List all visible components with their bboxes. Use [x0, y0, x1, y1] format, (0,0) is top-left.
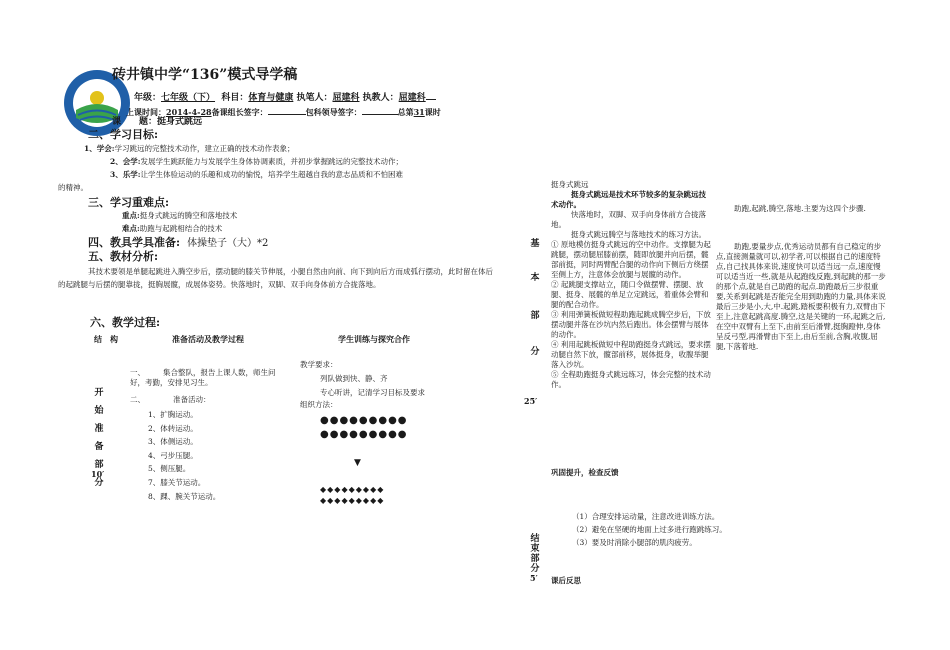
tools-line: 四、教具学具准备: 体操垫子（大）*2: [88, 236, 269, 249]
list-item: 3、体侧运动。: [148, 437, 198, 447]
col-prep: 准备活动及教学过程: [172, 334, 244, 344]
student-row-3: ◆◆◆◆◆◆◆◆◆: [320, 485, 385, 494]
basic-section-label: 基 本 部 分: [530, 239, 540, 357]
list-item: 5、侧压腿。: [148, 464, 191, 474]
item-1: 一、 集合整队，报告上课人数，师生问好，考勤，安排见习生。: [130, 368, 276, 387]
consolidate-heading: 巩固提升，检查反馈: [551, 468, 619, 477]
goal-3: 3、乐学:让学生体验运动的乐趣和成功的愉悦，培养学生超越自我的意志品质和不怕困难: [110, 170, 403, 179]
process-heading: 六、教学过程:: [90, 316, 161, 329]
end-section-label: 结 束 部 分: [530, 534, 540, 574]
student-row-2: ●●●●●●●●●: [320, 429, 408, 440]
list-item: （3）要及时消除小腿部的肌肉疲劳。: [572, 538, 697, 547]
side-note-2: 助跑,要量步点,优秀运动员都有自己稳定的步点,直接测量就可以,初学者,可以根据自己的速度特点,自己找具体来说,速度快可以适当远一点,速度慢可以适当近一些,就是从起跑线反跑,到起跳的那一步的那个点,就是自己助跑的起点.助跑最后三步很重要,关系到起跳是否能完全用到助跑的力量,具体来说最后三步是小,大,中.起跳,踏板要积极有力,双臂由下至上,注意起跳高度.腾空,这是关键的一环,起跳之后,在空中双臂有上至下,由前至后滑臂,挺胸蹬伸,身体呈反弓型,再滑臂由下至上,由后至前,含胸,收腹,屈腿,下落着地.: [716, 242, 886, 351]
key-point: 重点:挺身式跳远的腾空和落地技术: [122, 211, 238, 220]
end-section-time: 5′: [530, 573, 538, 583]
practice-paragraph: 挺身式跳远 挺身式跳远是技术环节较多的复杂跳远技术动作。 快落地时，双脚、双手向身体前方合拢落地。 挺身式跳远腾空与落地技术的练习方法。 ① 原地模仿挺身式跳远的空中动作。支撑腿为起跳腿，摆动腿屈膝前摆，随即放腿并向后摆，髋部前挺，同时两臂配合腿的动作向下侧后方绕摆至侧上方，注意体会放腿与展髋的动作。 ② 起跳腿支撑站立，随口令做摆臂、摆腿、放腿、挺身、展髋的单足立定跳远，着重体会臂和腿的配合动作。 ③ 利用弹簧板做短程助跑起跳成腾空步后，下放摆动腿并落在沙坑内然后跑出。体会摆臂与展体的动作。 ④ 利用起跳板做短中程助跑挺身式跳远，要求摆动腿自然下放，髋部前移，展体挺身，收腹举腿落入沙坑。 ⑤ 全程助跑挺身式跳远练习，体会完整的技术动作。: [551, 180, 711, 389]
side-note-1: 助跑,起跳,腾空,落地.主要为这四个步骤.: [734, 204, 866, 213]
item-2: 二、 准备活动：: [130, 395, 211, 404]
topic-line: 课 题：挺身式跳远: [112, 117, 203, 127]
list-item: 1、扩胸运动。: [148, 410, 198, 419]
basic-section-time: 25′: [524, 396, 538, 406]
student-row-4: ◆◆◆◆◆◆◆◆◆: [320, 496, 385, 505]
info-line-1: 年级：七年级（下） 科目：体育与健康 执笔人：屈建科 执教人：屈建科: [134, 90, 436, 104]
goals-heading: 二、学习目标:: [88, 128, 159, 141]
analysis-text: 其技术要领是单腿起跳进入腾空步后，摆动腿的膝关节伸展，小腿自然由向前、向下到向后方而成弧行摆动，此时留在体后的起跳腿与后摆的腿靠拢，挺胸展髋，成展体姿势。快落地时，双脚、双手向身体前方合拢落地。: [58, 267, 493, 289]
goal-3-continued: 的精神。: [58, 183, 88, 192]
goal-2: 2、会学:发展学生跳跃能力与发展学生身体协调素质，并初步掌握跳远的完整技术动作；: [110, 157, 403, 166]
col-training: 学生训练与探究合作: [338, 334, 410, 344]
page-title: 砖井镇中学“136”模式导学稿: [112, 67, 298, 83]
warmup-list: [148, 408, 220, 503]
end-items: [572, 510, 727, 549]
list-item: 7、膝关节运动。: [148, 477, 206, 487]
list-item: 8、踝、腕关节运动。: [148, 491, 221, 501]
goal-1: 1、学会:学习跳远的完整技术动作，建立正确的技术动作表象；: [84, 144, 295, 153]
requirements: 教学要求： 列队做到快、静、齐 专心听讲，记清学习目标及要求 组织方法：: [300, 360, 425, 409]
key-points-heading: 三、学习重难点:: [88, 196, 170, 209]
info-line-2: 上课时间：2014-4-28备课组长签字： 包科领导签字： 总第31课时: [126, 107, 441, 117]
formation-diagram: [320, 414, 408, 506]
start-section-time: 10′: [91, 469, 105, 479]
col-structure: 结 构: [94, 334, 118, 344]
analysis-heading: 五、教材分析:: [88, 250, 159, 263]
reflection-heading: 课后反思: [551, 576, 581, 585]
difficulty-point: 难点:助跑与起跳相结合的技术: [122, 224, 223, 233]
list-item: 2、体转运动。: [148, 423, 198, 433]
list-item: （1）合理安排运动量，注意改进训练方法。: [572, 512, 720, 521]
list-item: （2）避免在坚硬的地面上过多进行跑跳练习。: [572, 525, 727, 534]
list-item: 4、弓步压腿。: [148, 450, 198, 460]
student-row-1: ●●●●●●●●●: [320, 415, 408, 426]
teacher-mark-icon: ▼: [354, 458, 361, 468]
start-section-label: 开 始 准 备 部 分: [94, 388, 104, 488]
